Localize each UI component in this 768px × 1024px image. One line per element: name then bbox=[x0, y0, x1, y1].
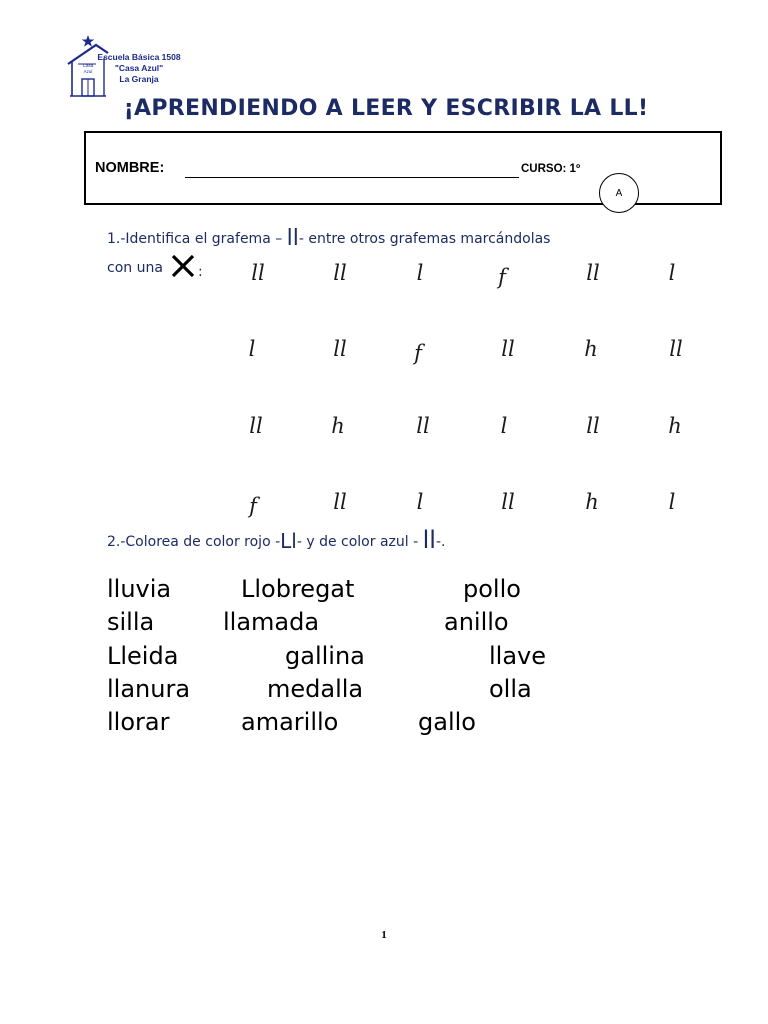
section-letter: A bbox=[615, 187, 623, 199]
grid-cell[interactable]: h bbox=[585, 490, 599, 514]
x-mark-icon bbox=[169, 252, 197, 280]
grid-cell[interactable]: ll bbox=[586, 261, 600, 285]
word-item[interactable]: amarillo bbox=[241, 708, 339, 736]
grid-cell[interactable]: h bbox=[584, 337, 598, 361]
grid-cell[interactable]: l bbox=[416, 490, 424, 514]
grid-cell[interactable]: ll bbox=[333, 490, 347, 514]
word-item[interactable]: lluvia bbox=[107, 575, 172, 603]
word-item[interactable]: Lleida bbox=[107, 642, 179, 670]
word-item[interactable]: llanura bbox=[107, 675, 191, 703]
word-item[interactable]: olla bbox=[489, 675, 532, 703]
grid-cell[interactable]: ll bbox=[251, 261, 265, 285]
exercise1-line2: con una bbox=[107, 260, 163, 276]
exercise1-colon: : bbox=[198, 264, 203, 280]
word-item[interactable]: llave bbox=[489, 642, 547, 670]
school-name: Escuela Básica 1508 bbox=[97, 52, 181, 62]
grid-cell[interactable]: ll bbox=[249, 414, 263, 438]
grid-cell[interactable]: ll bbox=[501, 337, 515, 361]
grid-cell[interactable]: l bbox=[668, 261, 676, 285]
grid-cell[interactable]: l bbox=[668, 490, 676, 514]
grid-cell[interactable]: l bbox=[416, 261, 424, 285]
logo-small-text-2: Azul bbox=[83, 69, 93, 74]
word-item[interactable]: pollo bbox=[463, 575, 521, 603]
word-item[interactable]: llamada bbox=[223, 608, 320, 636]
name-label: NOMBRE: bbox=[95, 160, 165, 176]
grid-cell[interactable]: f bbox=[249, 494, 257, 518]
word-item[interactable]: Llobregat bbox=[241, 575, 355, 603]
grid-cell[interactable]: f bbox=[414, 341, 422, 365]
school-logo bbox=[66, 34, 190, 100]
page-number: 1 bbox=[381, 929, 387, 941]
exercise2-prefix: 2.-Colorea de color rojo - bbox=[107, 534, 281, 550]
grid-cell[interactable]: ll bbox=[501, 490, 515, 514]
word-item[interactable]: silla bbox=[107, 608, 155, 636]
grid-cell[interactable]: h bbox=[331, 414, 345, 438]
grid-cell[interactable]: l bbox=[248, 337, 256, 361]
exercise2-lower-grapheme: ll bbox=[422, 526, 436, 554]
exercise2-upper-grapheme: Ll bbox=[280, 529, 297, 553]
grid-cell[interactable]: ll bbox=[586, 414, 600, 438]
exercise1-prefix: 1.-Identifica el grafema – bbox=[107, 231, 287, 247]
course-label: CURSO: 1º bbox=[521, 163, 581, 175]
exercise1-grapheme: ll bbox=[286, 226, 299, 251]
school-commune: La Granja bbox=[119, 74, 159, 84]
grid-cell[interactable]: ll bbox=[333, 337, 347, 361]
exercise2-suffix: -. bbox=[435, 534, 446, 550]
word-item[interactable]: llorar bbox=[107, 708, 170, 736]
grid-cell[interactable]: l bbox=[500, 414, 508, 438]
exercise1-instruction bbox=[107, 226, 667, 251]
name-field-line[interactable] bbox=[185, 177, 519, 178]
exercise2-middle: - y de color azul - bbox=[296, 534, 423, 550]
grid-cell[interactable]: h bbox=[668, 414, 682, 438]
grid-cell[interactable]: f bbox=[498, 265, 506, 289]
grid-cell[interactable]: ll bbox=[333, 261, 347, 285]
logo-small-text-1: Casa bbox=[82, 63, 94, 68]
word-item[interactable]: medalla bbox=[267, 675, 364, 703]
exercise2-instruction bbox=[107, 526, 667, 554]
word-item[interactable]: gallina bbox=[285, 642, 365, 670]
school-nickname: "Casa Azul" bbox=[114, 63, 164, 73]
grid-cell[interactable]: ll bbox=[416, 414, 430, 438]
word-item[interactable]: gallo bbox=[418, 708, 476, 736]
exercise1-suffix: - entre otros grafemas marcándolas bbox=[298, 231, 551, 247]
grid-cell[interactable]: ll bbox=[669, 337, 683, 361]
word-item[interactable]: anillo bbox=[444, 608, 509, 636]
section-circle bbox=[599, 173, 639, 213]
page-title: ¡APRENDIENDO A LEER Y ESCRIBIR LA LL! bbox=[123, 96, 649, 121]
